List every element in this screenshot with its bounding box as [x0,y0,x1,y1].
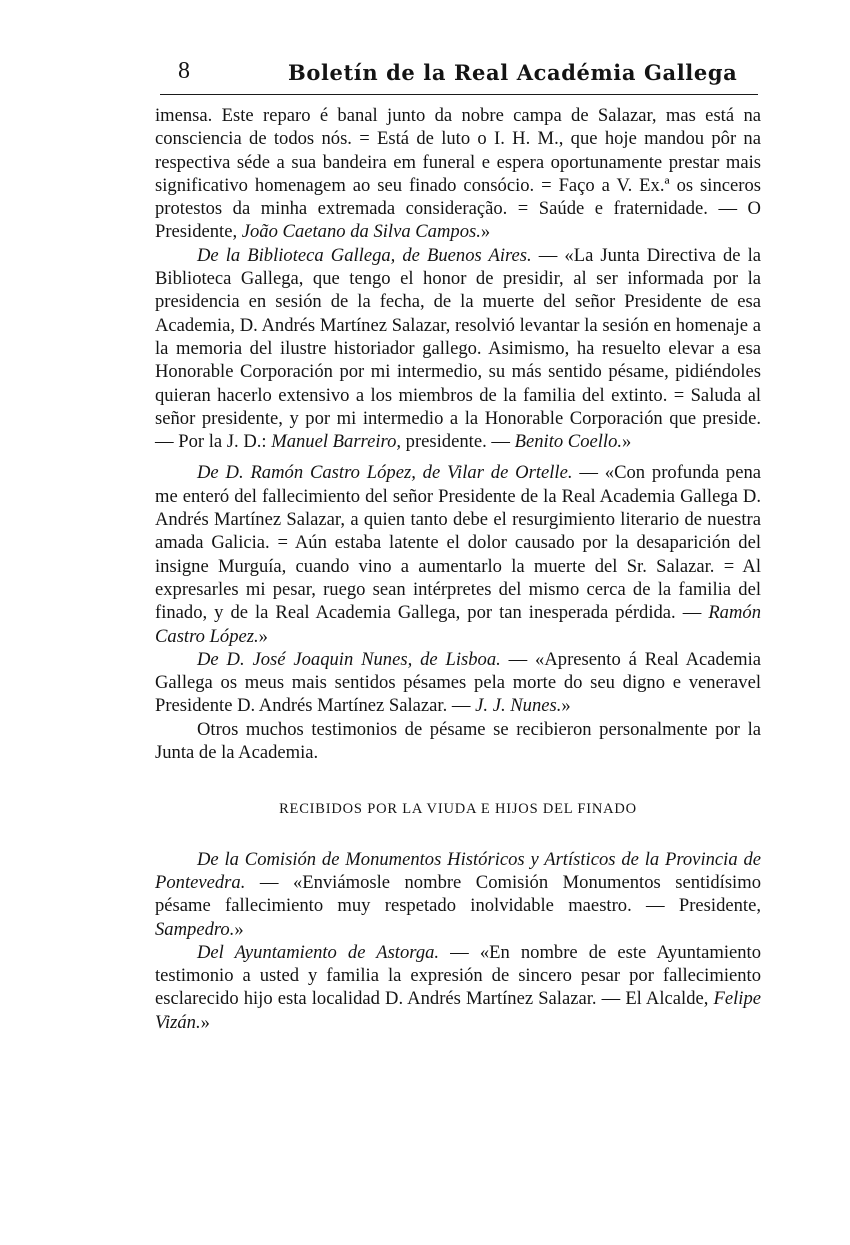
letter-text: imensa. Este reparo é banal junto da nobre campa de Salazar, mas está na consciencia de todos nós. = Está de luto o I. H. M., que hoje mandou pôr na respectiva séde a sua bandeira em funeral e espera oportunamente prestar mais significativo homenagem ao seu finado consócio. = Faço a V. Ex.ª os sinceros protestos da minha extremada consideração. = Saúde e fraternidade. — O Presidente, [155,105,761,243]
signature: Felipe Vizán. [155,988,761,1033]
condolence-buenos-aires [155,244,761,454]
closing-quote: » [480,221,491,243]
signature: Sampedro. [155,918,235,940]
closing-quote: » [622,431,632,453]
signature: Ramón Castro López. [155,602,761,647]
closing-quote: » [258,625,268,647]
source-name: De D. José Joaquin Nunes, de Lisboa. [197,648,501,670]
closing-quote: » [234,918,244,940]
paragraph-continuation [155,104,761,244]
paragraph-other-testimonies: Otros muchos testimonios de pésame se recibieron personalmente por la Junta de la Academia. [155,718,761,764]
letter-text: — «La Junta Directiva de la Biblioteca Gallega, que tengo el honor de presidir, al ser informada por la presidencia en sesión de la fecha, de la muerte del señor Presidente de esa Academia, D. Andrés Martínez Salazar, resolvió levantar la sesión en homenaje a la memoria del ilustre historiador gallego. Asimismo, ha resuelto elevar a esa Honorable Corporación por mi intermedio, su más sentido pésame, pidiéndoles quieran hacerlo extensivo a los miembros de la familia del extinto. = Saluda al señor presidente, y por mi intermedio a la Honorable Corporación que preside. — Por la J. D.: [155,244,761,453]
condolence-vilar-de-ortelle [155,461,761,647]
source-name: Del Ayuntamiento de Astorga. [197,941,440,963]
source-name: De la Comisión de Monumentos Históricos y Artísticos de la Provincia de Pontevedra. [155,848,761,893]
source-name: De D. Ramón Castro López, de Vilar de Ortelle. [197,462,573,484]
condolence-astorga [155,941,761,1034]
closing-quote: » [200,1011,210,1033]
signature: J. J. Nunes. [475,695,562,717]
condolence-pontevedra [155,848,761,941]
page-number: 8 [178,58,190,84]
signature: Manuel Barreiro, [271,431,402,453]
letter-text: — «Apresento á Real Academia Gallega os meus mais sentidos pésames pela morte do seu digno e veneravel Presidente D. Andrés Martínez Salazar. — [155,648,761,717]
letter-text: — «En nombre de este Ayuntamiento testimonio a usted y familia la expresión de sincero pesar por fallecimiento esclarecido hijo esta localidad D. Andrés Martínez Salazar. — El Alcalde, [155,941,761,1010]
page-body [155,104,761,1034]
source-name: De la Biblioteca Gallega, de Buenos Aires. [197,244,532,266]
running-title: Boletín de la Real Académia Gallega [288,60,738,85]
signature: João Caetano da Silva Campos. [241,221,481,243]
signature: Benito Coello. [514,431,623,453]
page-header [160,58,758,95]
closing-quote: » [561,695,571,717]
letter-text: — «Con profunda pena me enteró del fallecimiento del señor Presidente de la Real Academia Gallega D. Andrés Martínez Salazar, a quien tanto debe el resurgimiento literario de nuestra amada Galicia. = Aún estaba latente el dolor causado por la desaparición del insigne Murguía, cuando vino a aumentarlo la muerte del Sr. Salazar. = Al expresarles mi pesar, ruego sean intérpretes del mismo cerca de la familia del finado, y de la Real Academia Gallega, por tan inesperada pérdida. — [155,462,761,624]
letter-text: — «Enviámosle nombre Comisión Monumentos sentidísimo pésame fallecimiento muy respetado inolvidable maestro. — Presidente, [155,871,761,917]
section-heading: RECIBIDOS POR LA VIUDA E HIJOS DEL FINADO [279,801,637,818]
condolence-lisboa [155,648,761,718]
letter-text: presidente. — [401,431,515,453]
